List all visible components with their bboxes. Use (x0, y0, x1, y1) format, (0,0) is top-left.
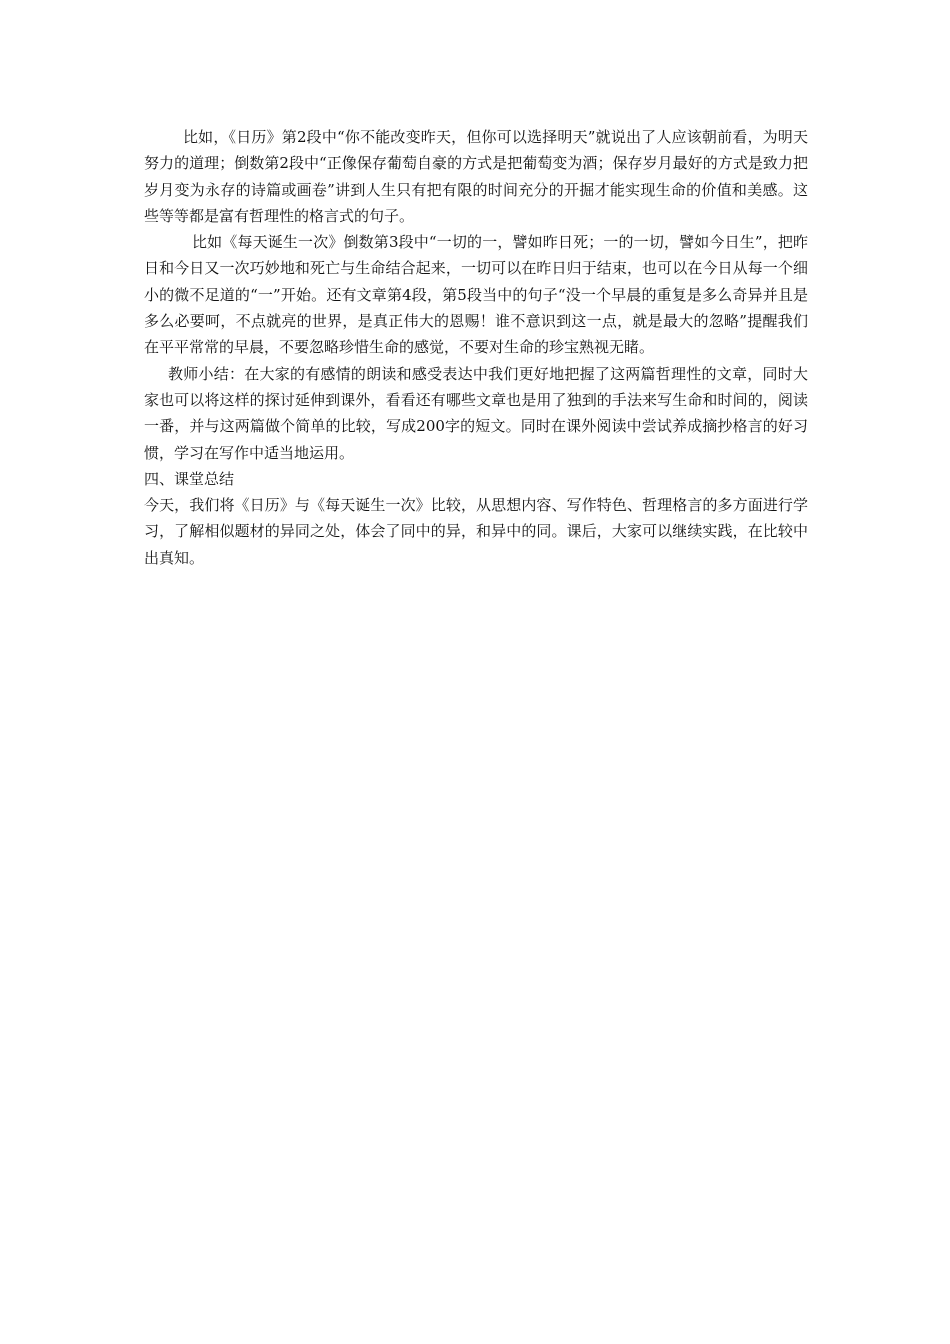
section-heading-class-summary: 四、课堂总结 (144, 469, 235, 488)
paragraph-teacher-summary: 教师小结：在大家的有感情的朗读和感受表达中我们更好地把握了这两篇哲理性的文章，同时大家也可以将这样的探讨延伸到课外，看看还有哪些文章也是用了独到的手法来写生命和时间的，阅读一番，并与这两篇做个简单的比较，写成200字的短文。同时在课外阅读中尝试养成摘抄格言的好习惯，学习在写作中适当地运用。 (144, 364, 808, 462)
paragraph-rili-example: 比如，《日历》第2段中“你不能改变昨天，但你可以选择明天”就说出了人应该朝前看，为明天努力的道理；倒数第2段中“正像保存葡萄自豪的方式是把葡萄变为酒；保存岁月最好的方式是致力把岁月变为永存的诗篇或画卷”讲到人生只有把有限的时间充分的开掘才能实现生命的价值和美感。这些等等都是富有哲理性的格言式的句子。 (144, 128, 808, 225)
paragraph-meitian-example: 比如《每天诞生一次》倒数第3段中“一切的一，譬如昨日死；一的一切，譬如今日生”，把昨日和今日又一次巧妙地和死亡与生命结合起来，一切可以在昨日归于结束，也可以在今日从每一个细小的微不足道的“一”开始。还有文章第4段，第5段当中的句子“没一个早晨的重复是多么奇异并且是多么必要呵，不点就亮的世界，是真正伟大的恩赐！谁不意识到这一点，就是最大的忽略”提醒我们在平平常常的早晨，不要忽略珍惜生命的感觉，不要对生命的珍宝熟视无睹。 (144, 233, 808, 357)
paragraph-class-summary: 今天，我们将《日历》与《每天诞生一次》比较，从思想内容、写作特色、哲理格言的多方面进行学习，了解相似题材的异同之处，体会了同中的异，和异中的同。课后，大家可以继续实践，在比较中出真知。 (144, 496, 808, 567)
document-body (144, 124, 808, 571)
